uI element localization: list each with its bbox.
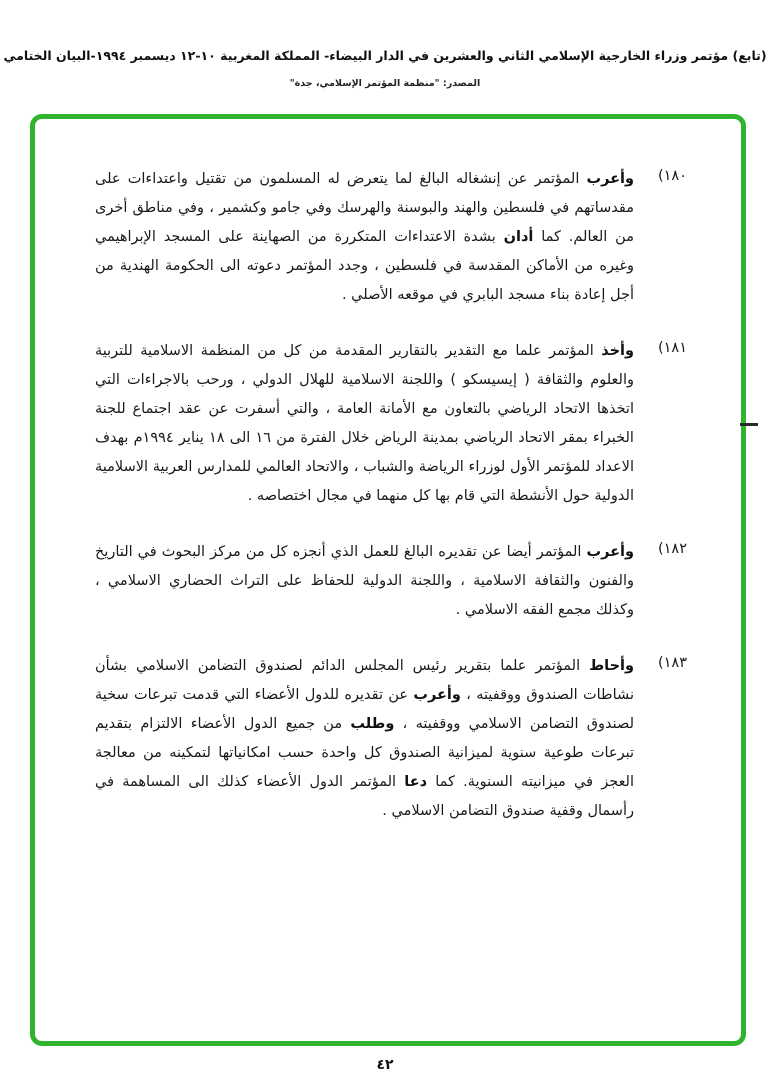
- paragraph-keyword: دعا: [404, 774, 428, 790]
- paragraph-keyword: وأحاط: [589, 658, 634, 674]
- paragraph-text: [95, 652, 634, 826]
- paragraph-keyword: وطلب: [350, 716, 395, 732]
- paragraph-list: [35, 119, 741, 826]
- paragraph-body-text: المؤتمر الدول الأعضاء كذلك الى المساهمة في رأسمال وقفية صندوق التضامن الاسلامي .: [95, 774, 634, 819]
- paragraph: [95, 652, 687, 826]
- paragraph-keyword: وأعرب: [586, 544, 634, 560]
- margin-dash-mark: [740, 423, 758, 426]
- paragraph-keyword: وأخذ: [601, 343, 634, 359]
- paragraph-body-text: من جميع الدول الأعضاء الالتزام بتقديم تبرعات طوعية سنوية لميزانية الصندوق كل واحدة حسب امكانياتها لتمكينه من معالجة العجز في ميزانيته السنوية. كما: [95, 716, 635, 790]
- document-source-line: المصدر: "منظمة المؤتمر الإسلامي، جدة": [289, 78, 481, 89]
- paragraph-body-text: المؤتمر أيضا عن تقديره البالغ للعمل الذي أنجزه كل من مركز البحوث في التاريخ والفنون والثقافة الاسلامية ، واللجنة الدولية للحفاظ على التراث الحضاري الاسلامي ، وكذلك مجمع الفقه الاسلامي .: [95, 544, 634, 618]
- paragraph-number: ١٨٢): [657, 541, 687, 557]
- paragraph: [95, 337, 687, 511]
- paragraph-text: [95, 165, 634, 310]
- content-frame: [30, 114, 746, 1046]
- paragraph: [95, 165, 687, 310]
- paragraph-body-text: عن تقديره للدول الأعضاء التي قدمت تبرعات سخية لصندوق التضامن الاسلامي ووقفيته ،: [95, 687, 634, 732]
- paragraph-keyword: وأعرب: [586, 171, 634, 187]
- paragraph-number: ١٨٠): [657, 168, 687, 184]
- paragraph-keyword: وأعرب: [413, 687, 461, 703]
- page-number: ٤٢: [376, 1057, 394, 1073]
- paragraph: [95, 538, 687, 625]
- paragraph-text: [95, 538, 634, 625]
- paragraph-keyword: أدان: [503, 229, 534, 245]
- paragraph-number: ١٨٣): [657, 655, 687, 671]
- paragraph-number: ١٨١): [657, 340, 687, 356]
- paragraph-body-text: بشدة الاعتداءات المتكررة من الصهاينة على المسجد الإبراهيمي وغيره من الأماكن المقدسة في فلسطين ، وجدد المؤتمر دعوته الى الحكومة الهندية من أجل إعادة بناء مسجد البابري في موقعه الأصلي .: [95, 229, 634, 303]
- paragraph-body-text: المؤتمر علما بتقرير رئيس المجلس الدائم لصندوق التضامن الاسلامي بشأن نشاطات الصندوق ووقفيته ،: [95, 658, 634, 703]
- paragraph-text: [95, 337, 634, 511]
- paragraph-body-text: المؤتمر علما مع التقدير بالتقارير المقدمة من كل من المنظمة الاسلامية للتربية والعلوم والثقافة ( إيسيسكو ) واللجنة الاسلامية للهلال الدولي ، ورحب بالاجراءات التي اتخذها الاتحاد الرياضي بالتعاون مع الأمانة العامة ، والتي أسفرت عن عقد اجتماع للجنة الخبراء بمقر الاتحاد الرياضي بمدينة الرياض خلال الفترة من ١٦ الى ١٨ يناير ١٩٩٤م بهدف الاعداد للمؤتمر الأول لوزراء الرياضة والشباب ، والاتحاد العالمي للمدارس العربية الاسلامية الدولية حول الأنشطة التي قام بها كل منهما في مجال اختصاصه .: [95, 343, 634, 504]
- paragraph-body-text: المؤتمر عن إنشغاله البالغ لما يتعرض له المسلمون من تقتيل واعتداءات على مقدساتهم في فلسطين والهند والبوسنة والهرسك وفي جامو وكشمير ، وفي مناطق أخرى من العالم. كما: [95, 171, 634, 245]
- document-header-title: (تابع) مؤتمر وزراء الخارجية الإسلامي الثاني والعشرين في الدار البيضاء- المملكة المغربية ١٠-١٢ ديسمبر ١٩٩٤-البيان الختامي: [3, 48, 767, 63]
